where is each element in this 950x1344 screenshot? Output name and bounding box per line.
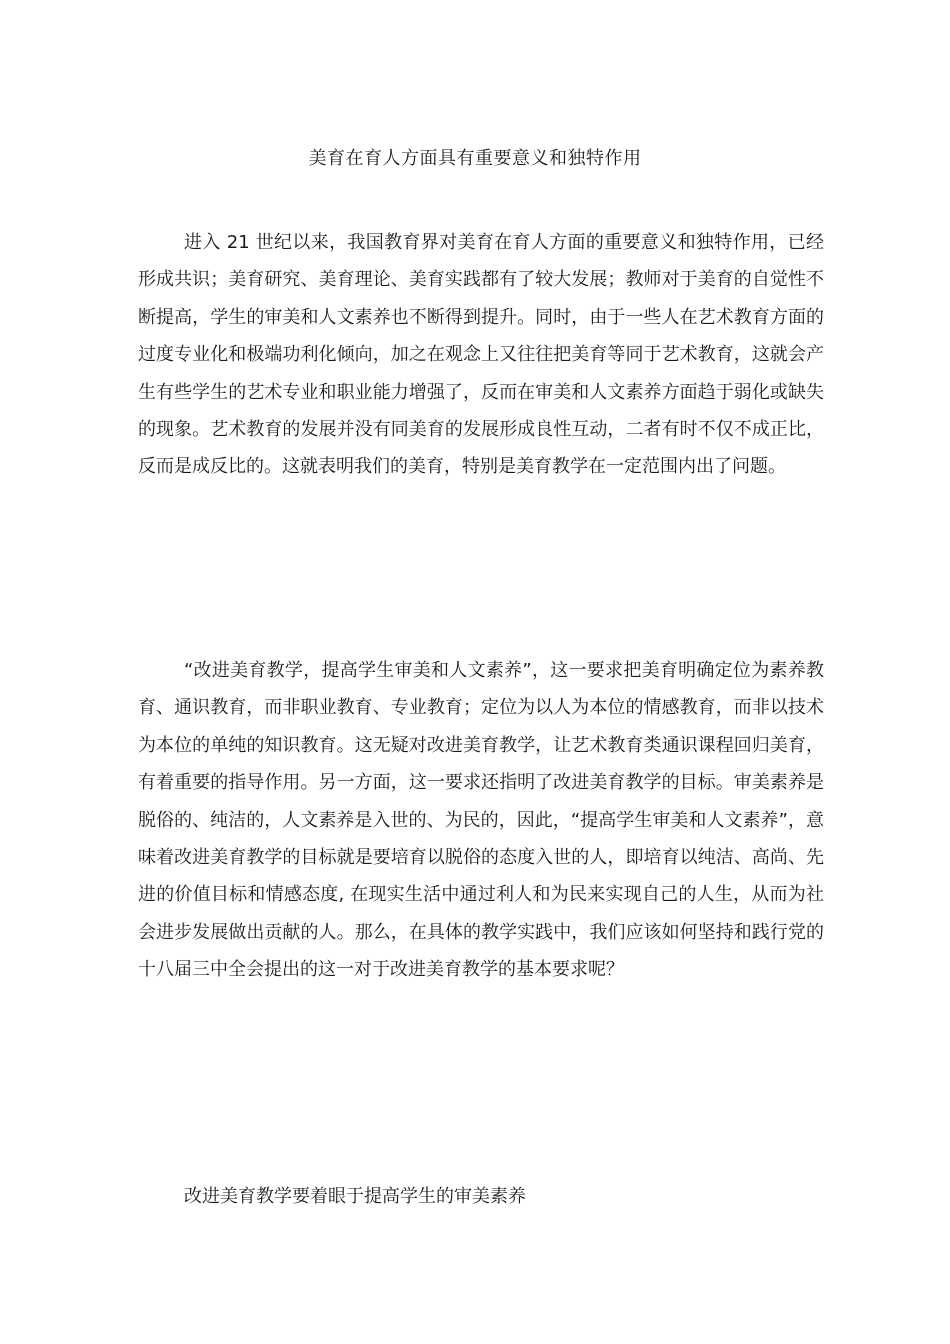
body-paragraph-1: 进入 21 世纪以来，我国教育界对美育在育人方面的重要意义和独特作用，已经形成共识；美育研究、美育理论、美育实践都有了较大发展；教师对于美育的自觉性不断提高，学生的审美和人文素养也不断得到提升。同时，由于一些人在艺术教育方面的过度专业化和极端功利化倾向，加之在观念上又往往把美育等同于艺术教育，这就会产生有些学生的艺术专业和职业能力增强了，反而在审美和人文素养方面趋于弱化或缺失的现象。艺术教育的发展并没有同美育的发展形成良性互动，二者有时不仅不成正比，反而是成反比的。这就表明我们的美育，特别是美育教学在一定范围内出了问题。 xyxy=(138,232,824,478)
section-subheading: 改进美育教学要着眼于提高学生的审美素养 xyxy=(184,1186,526,1207)
body-paragraph-2: “改进美育教学，提高学生审美和人文素养”，这一要求把美育明确定位为素养教育、通识教育，而非职业教育、专业教育；定位为以人为本位的情感教育，而非以技术为本位的单纯的知识教育。这无疑对改进美育教学，让艺术教育类通识课程回归美育，有着重要的指导作用。另一方面，这一要求还指明了改进美育教学的目标。审美素养是脱俗的、纯洁的，人文素养是入世的、为民的，因此，“提高学生审美和人文素养”，意味着改进美育教学的目标就是要培育以脱俗的态度入世的人，即培育以纯洁、高尚、先进的价值目标和情感态度, 在现实生活中通过利人和为民来实现自己的人生，从而为社会进步发展做出贡献的人。那么，在具体的教学实践中，我们应该如何坚持和践行党的十八届三中全会提出的这一对于改进美育教学的基本要求呢？ xyxy=(138,660,824,981)
document-title: 美育在育人方面具有重要意义和独特作用 xyxy=(308,148,642,169)
